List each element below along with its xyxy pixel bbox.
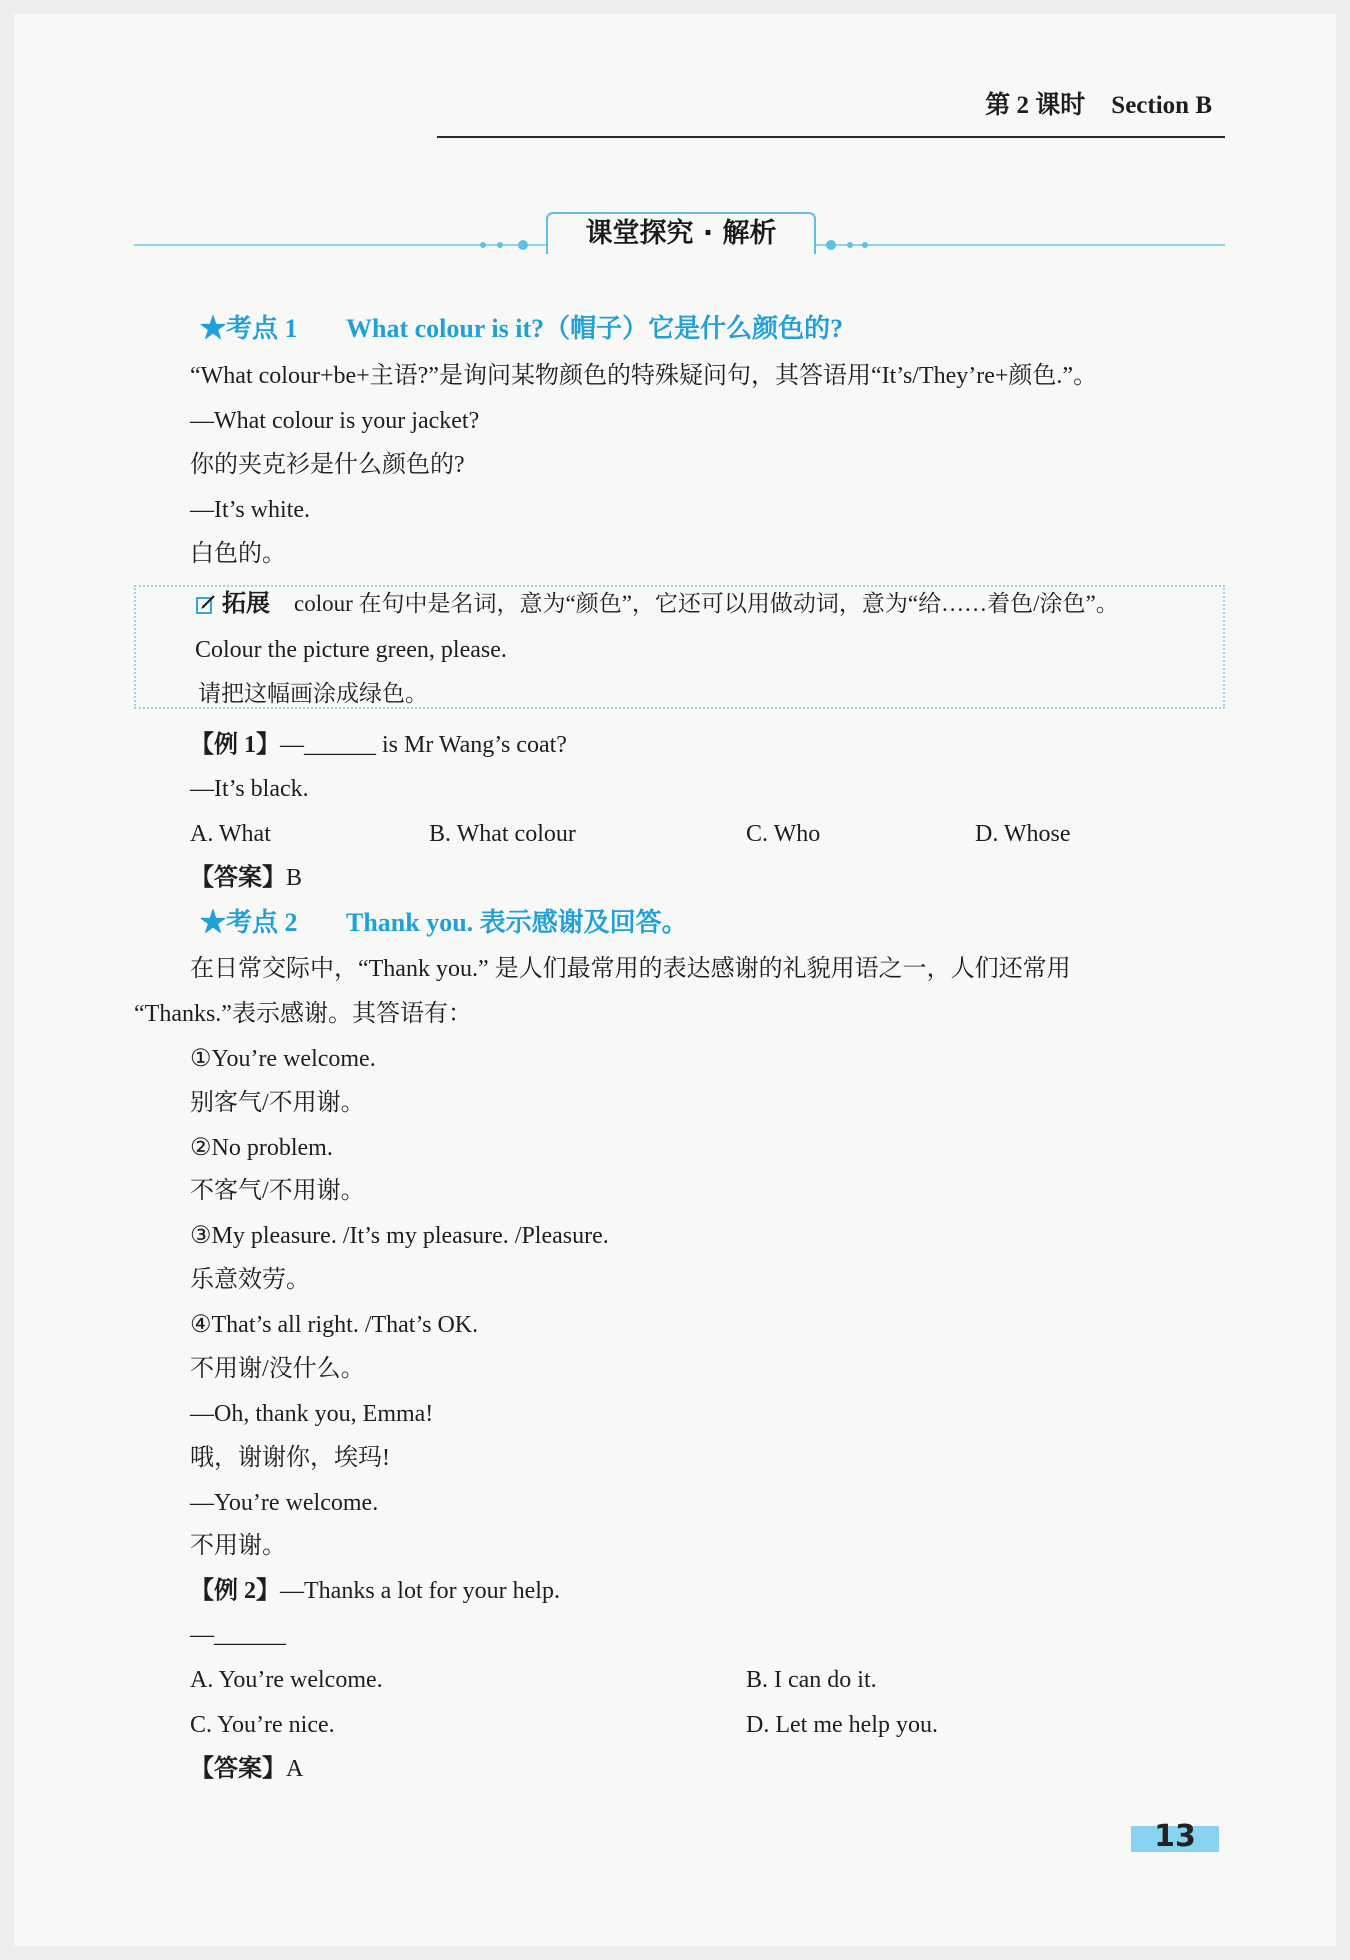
point2-intro: “Thanks.”表示感谢。其答语有： [134,1001,472,1027]
reply-line: 不客气/不用谢。 [190,1178,365,1204]
extension-label: 拓展 [222,591,270,617]
dialog-line: 你的夹克衫是什么颜色的? [190,452,465,478]
example1-reply: —It’s black. [190,776,309,802]
example2-blank: —______ [190,1622,286,1648]
example1-question-line [190,723,567,767]
banner-dot [480,242,486,248]
option-d: D. Let me help you. [746,1712,938,1738]
point2-intro: 在日常交际中，“Thank you.” 是人们最常用的表达感谢的礼貌用语之一，人们还常用 [190,956,1071,982]
extension-example: Colour the picture green, please. [195,637,507,663]
answer-label: 【答案】 [190,1756,286,1782]
example2-answer-line [190,1747,303,1791]
point1-label: ★考点 1 [200,314,298,343]
example1-answer-line [190,856,302,900]
header-rule [437,136,1225,138]
dialog-line: —You’re welcome. [190,1490,379,1516]
example1-question: —______ is Mr Wang’s coat? [280,732,567,758]
dialog-line: 白色的。 [190,541,286,567]
example2-label: 【例 2】 [190,1578,280,1604]
dialog-line: 哦，谢谢你，埃玛! [190,1445,390,1471]
point1-title: What colour is it?（帽子）它是什么颜色的? [346,314,844,343]
point1-explanation: “What colour+be+主语?”是询问某物颜色的特殊疑问句，其答语用“It’s/They’re+颜色.”。 [190,363,1098,389]
reply-line: ②No problem. [190,1135,333,1161]
extension-translation: 请把这幅画涂成绿色。 [198,681,428,706]
point1-heading [200,307,844,351]
option-c: C. You’re nice. [190,1712,335,1738]
dialog-line: 不用谢。 [190,1533,286,1559]
option-a: A. You’re welcome. [190,1667,383,1693]
dialog-line: —What colour is your jacket? [190,408,480,434]
point2-title: Thank you. 表示感谢及回答。 [346,908,688,937]
point2-heading [200,901,688,945]
banner-dot [518,240,528,250]
reply-line: 乐意效劳。 [190,1267,310,1293]
example2-question-line [190,1569,560,1613]
example2-question: —Thanks a lot for your help. [280,1578,560,1604]
option-a: A. What [190,821,271,847]
banner-dot [862,242,868,248]
running-header [985,84,1212,128]
section-banner: 课堂探究 · 解析 [546,212,816,254]
option-c: C. Who [746,821,821,847]
answer-label: 【答案】 [190,865,286,891]
point2-label: ★考点 2 [200,908,298,937]
reply-line: 不用谢/没什么。 [190,1356,365,1382]
example1-label: 【例 1】 [190,732,280,758]
reply-line: ③My pleasure. /It’s my pleasure. /Pleasure. [190,1223,609,1249]
example1-answer: B [286,865,303,891]
option-d: D. Whose [975,821,1071,847]
page-number: 13 [1154,1819,1196,1854]
extension-text: colour 在句中是名词，意为“颜色”，它还可以用做动词，意为“给……着色/涂色”。 [294,591,1119,616]
reply-line: ④That’s all right. /That’s OK. [190,1312,479,1338]
option-b: B. What colour [429,821,576,847]
section-label: Section B [1111,92,1212,119]
banner-dot [497,242,503,248]
reply-line: ①You’re welcome. [190,1046,376,1072]
dialog-line: —Oh, thank you, Emma! [190,1401,434,1427]
option-b: B. I can do it. [746,1667,877,1693]
dialog-line: —It’s white. [190,497,310,523]
lesson-label: 第 2 课时 [985,92,1086,119]
banner-dot [826,240,836,250]
banner-dot [847,242,853,248]
example2-answer: A [286,1756,304,1782]
reply-line: 别客气/不用谢。 [190,1090,365,1116]
edit-icon [195,593,217,615]
